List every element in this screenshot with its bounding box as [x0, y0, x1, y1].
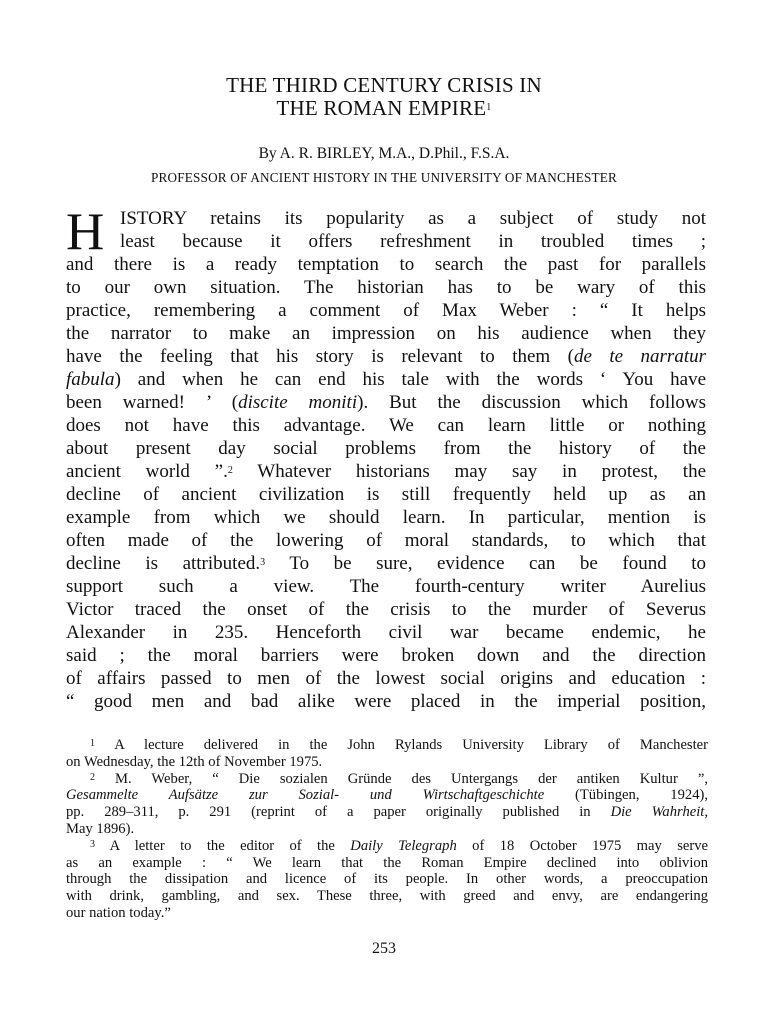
- footnote-line: our nation today.”: [66, 904, 171, 921]
- title-footnote-ref: 1: [486, 102, 492, 113]
- body-line: decline of ancient civilization is still frequently held up as an: [66, 484, 706, 505]
- footnote-number: 3: [90, 838, 95, 850]
- body-line: least because it offers refreshment in troubled times ;: [120, 231, 706, 252]
- body-line: [66, 552, 706, 575]
- body-text-run: ) and when he can end his tale with the words ‘ You have: [114, 369, 706, 390]
- latin-phrase: de te narratur: [573, 346, 706, 367]
- footnote-line: [66, 804, 708, 821]
- body-line: example from which we should learn. In particular, mention is: [66, 507, 706, 528]
- footnote-line: as an example : “ We learn that the Roman Empire declined into oblivion: [66, 854, 708, 871]
- body-line: Victor traced the onset of the crisis to the murder of Severus: [66, 599, 706, 620]
- body-line: to our own situation. The historian has to be wary of this: [66, 277, 706, 298]
- body-text-run: been warned! ’ (: [66, 392, 239, 413]
- footnote-line: [66, 787, 708, 804]
- footnote-number: 1: [90, 738, 95, 749]
- drop-cap: H: [66, 203, 105, 261]
- body-line: [66, 345, 706, 368]
- body-line: support such a view. The fourth-century writer Aurelius: [66, 576, 706, 597]
- body-line: [66, 368, 706, 391]
- body-line: of affairs passed to men of the lowest social origins and education :: [66, 668, 706, 689]
- body-line: [66, 391, 706, 414]
- footnote-text: pp. 289–311, p. 291 (reprint of a paper originally published in: [66, 804, 591, 821]
- journal-title: Die Wahrheit: [610, 804, 705, 821]
- footnote-1: [66, 737, 708, 754]
- footnote-text: (Tübingen, 1924),: [544, 787, 708, 804]
- body-text-run: ). But the discussion which follows: [357, 392, 706, 413]
- author-byline: By A. R. BIRLEY, M.A., D.Phil., F.S.A.: [258, 145, 510, 162]
- body-text-run: To be sure, evidence can be found to: [265, 553, 706, 574]
- footnote-line: with drink, gambling, and sex. These three, with greed and envy, are endangering: [66, 888, 708, 905]
- body-line: Alexander in 235. Henceforth civil war became endemic, he: [66, 622, 706, 643]
- body-text-run: decline is attributed.: [66, 553, 261, 574]
- body-line: [66, 460, 706, 483]
- title-line-1: THE THIRD CENTURY CRISIS IN: [226, 73, 542, 97]
- footnote-text: of 18 October 1975 may serve: [456, 837, 708, 854]
- footnote-text: ,: [704, 804, 708, 821]
- body-line: ISTORY retains its popularity as a subject of study not: [120, 208, 706, 229]
- footnote-3: [66, 838, 708, 855]
- body-line: the narrator to make an impression on his audience when they: [66, 323, 706, 344]
- body-text-run: ancient world ”.: [66, 461, 228, 482]
- body-text-run: have the feeling that his story is relevant to them (: [66, 346, 574, 367]
- body-text: [66, 203, 706, 713]
- footnotes: [66, 737, 708, 922]
- body-line: said ; the moral barriers were broken down and the direction: [66, 645, 706, 666]
- footnote-line: through the dissipation and licence of its people. In other words, a preoccupation: [66, 871, 708, 888]
- body-line: often made of the lowering of moral standards, to which that: [66, 530, 706, 551]
- body-line: practice, remembering a comment of Max Weber : “ It helps: [66, 300, 706, 321]
- latin-phrase: fabula: [66, 369, 115, 390]
- footnote-text: A letter to the editor of the: [95, 837, 351, 854]
- footnote-ref-3: 3: [260, 557, 266, 568]
- footnote-line: May 1896).: [66, 820, 135, 837]
- article-title: [0, 74, 768, 120]
- footnote-number: 2: [90, 771, 95, 783]
- body-text-run: Whatever historians may say in protest, the: [232, 461, 706, 482]
- book-title: Gesammelte Aufsätze zur Sozial- und Wirtschaftgeschichte: [66, 787, 545, 804]
- author-affiliation: PROFESSOR OF ANCIENT HISTORY IN THE UNIVERSITY OF MANCHESTER: [150, 170, 618, 185]
- title-line-2: [0, 97, 768, 120]
- footnote-ref-2: 2: [227, 465, 233, 476]
- body-line: and there is a ready temptation to search the past for parallels: [66, 254, 706, 275]
- footnote-text: M. Weber, “ Die sozialen Gründe des Untergangs der antiken Kultur ”,: [95, 770, 708, 787]
- body-line: “ good men and bad alike were placed in the imperial position,: [66, 691, 706, 712]
- page-number: 253: [372, 940, 396, 957]
- footnote-2: [66, 771, 708, 788]
- footnote-line: on Wednesday, the 12th of November 1975.: [66, 753, 323, 770]
- footnote-text: A lecture delivered in the John Rylands University Library of Manchester: [95, 737, 708, 753]
- newspaper-title: Daily Telegraph: [350, 837, 457, 854]
- body-line: about present day social problems from the history of the: [66, 438, 706, 459]
- latin-phrase: discite moniti: [238, 392, 358, 413]
- body-line: does not have this advantage. We can learn little or nothing: [66, 415, 706, 436]
- title-line-2-text: THE ROMAN EMPIRE: [276, 96, 487, 120]
